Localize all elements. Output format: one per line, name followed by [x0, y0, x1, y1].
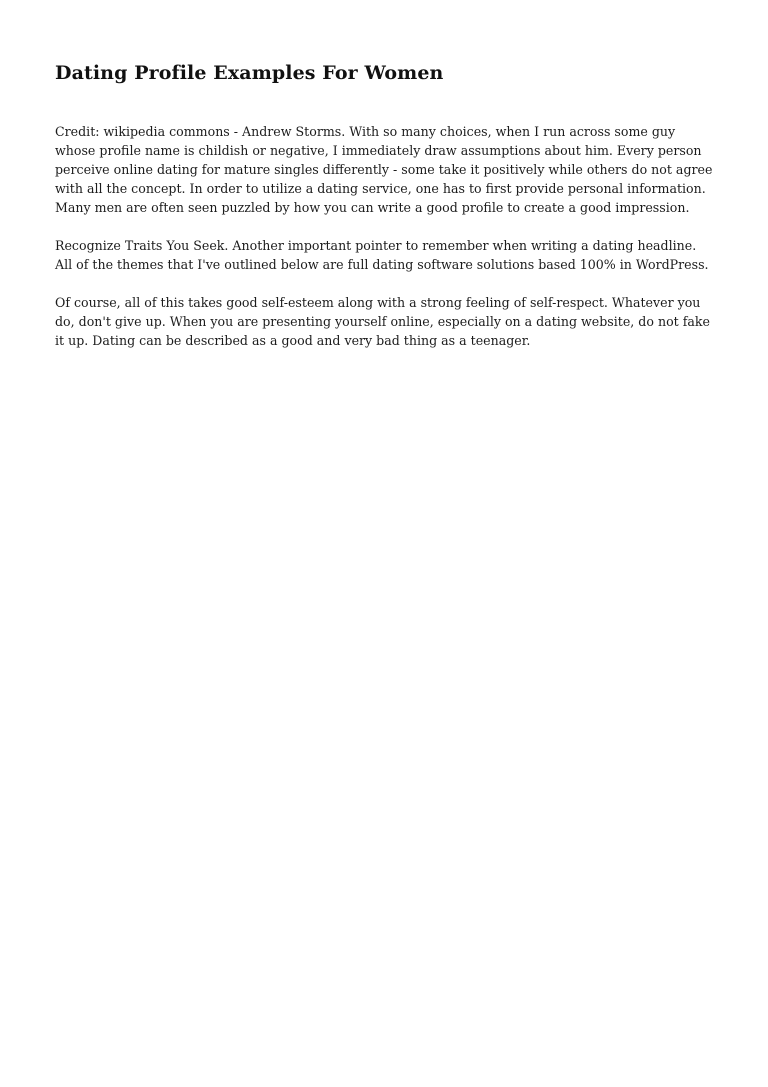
paragraph-3: Of course, all of this takes good self-esteem along with a strong feeling of self-respect. Whatever you do, don't give up. When you are presenting yourself online, especially on a dating website, do not fake it up. Dating can be described as a good and very bad thing as a teenager. — [55, 295, 710, 348]
document-page — [55, 58, 717, 369]
document-title: Dating Profile Examples For Women — [55, 62, 444, 84]
paragraph-2: Recognize Traits You Seek. Another important pointer to remember when writing a dating headline. All of the themes that I've outlined below are full dating software solutions based 100% in WordPress. — [55, 238, 709, 272]
paragraph-1: Credit: wikipedia commons - Andrew Storms. With so many choices, when I run across some guy whose profile name is childish or negative, I immediately draw assumptions about him. Every person perceive online dating for mature singles differently - some take it positively while others do not agree with all the concept. In order to utilize a dating service, one has to first provide personal information. Many men are often seen puzzled by how you can write a good profile to create a good impression. — [55, 124, 713, 215]
